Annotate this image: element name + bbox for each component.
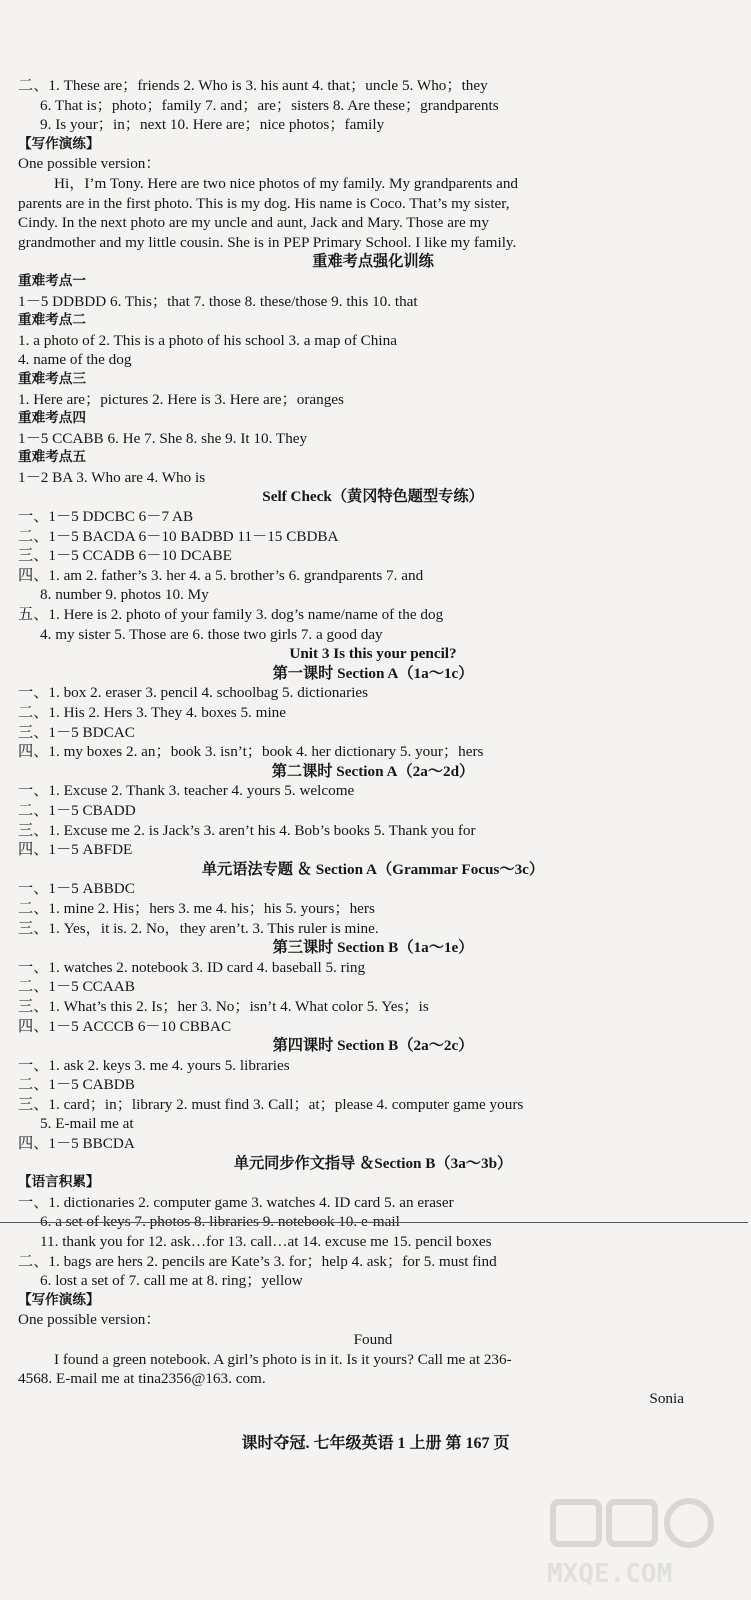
answer-line: 9. Is your；in；next 10. Here are；nice photos；family (40, 116, 385, 134)
section-heading: 重难考点四 (18, 410, 86, 427)
answer-line: 二、1. bags are hers 2. pencils are Kate’s 3. for；help 4. ask；for 5. must find (18, 1252, 497, 1270)
answer-line: 三、1. Yes，it is. 2. No，they aren’t. 3. This ruler is mine. (18, 919, 379, 937)
answer-line: 一、1. watches 2. notebook 3. ID card 4. baseball 5. ring (18, 958, 366, 976)
answer-line: Found (353, 1331, 393, 1348)
answer-line: 一、1. Excuse 2. Thank 3. teacher 4. yours 5. welcome (18, 782, 355, 800)
section-heading: 重难考点二 (18, 312, 86, 329)
answer-line: 一、1. box 2. eraser 3. pencil 4. schoolbag 5. dictionaries (18, 684, 369, 702)
answer-line: 二、1. These are；friends 2. Who is 3. his aunt 4. that；uncle 5. Who；they (18, 77, 488, 94)
watermark-logo (539, 1494, 735, 1594)
answer-line: Hi，I’m Tony. Here are two nice photos of my family. My grandparents and (54, 174, 519, 192)
answer-line: 四、1. my boxes 2. an；book 3. isn’t；book 4. her dictionary 5. your；hers (18, 743, 484, 761)
answer-line: 1. Here are；pictures 2. Here is 3. Here are；oranges (18, 390, 344, 408)
answer-line: 二、1－5 CCAAB (18, 978, 135, 996)
answer-line: 二、1. His 2. Hers 3. They 4. boxes 5. mine (18, 704, 287, 721)
section-heading: 重难考点五 (18, 449, 86, 466)
answer-line: 1－2 BA 3. Who are 4. Who is (18, 468, 206, 486)
section-heading: 【写作演练】 (18, 1291, 100, 1308)
answer-line: 三、1－5 CCADB 6－10 DCABE (18, 547, 232, 565)
answer-line: I found a green notebook. A girl’s photo is in it. Is it yours? Call me at 236- (54, 1350, 512, 1368)
section-title: 单元语法专题 ＆ Section A（Grammar Focus～3c） (201, 860, 545, 878)
answer-line: 6. That is；photo；family 7. and；are；sisters 8. Are these；grandparents (40, 96, 499, 114)
answer-line: One possible version： (18, 1311, 161, 1329)
answer-line: 4568. E-mail me at tina2356@163. com. (18, 1370, 266, 1388)
answer-line: 四、1－5 BBCDA (18, 1135, 135, 1153)
answer-line: parents are in the first photo. This is my dog. His name is Coco. That’s my sister, (18, 194, 510, 212)
answer-page (18, 76, 728, 1408)
section-title: 重难考点强化训练 (312, 253, 434, 271)
answer-line: 二、1. mine 2. His；hers 3. me 4. his；his 5. yours；hers (18, 899, 375, 917)
answer-line: 4. my sister 5. Those are 6. those two girls 7. a good day (40, 625, 383, 643)
answer-line: 6. lost a set of 7. call me at 8. ring；yellow (40, 1272, 303, 1290)
answer-line: 二、1－5 CBADD (18, 801, 136, 819)
answer-line: 11. thank you for 12. ask…for 13. call…at 14. excuse me 15. pencil boxes (40, 1233, 492, 1251)
answer-line: 三、1. What’s this 2. Is；her 3. No；isn’t 4. What color 5. Yes；is (18, 997, 429, 1015)
section-heading: 【写作演练】 (18, 135, 100, 152)
section-title: Unit 3 Is this your pencil? (289, 645, 457, 663)
section-title: 第一课时 Section A（1a～1c） (272, 664, 474, 682)
answer-line: 四、1－5 ACCCB 6－10 CBBAC (18, 1017, 232, 1035)
answer-line: 4. name of the dog (18, 351, 132, 369)
answer-line: 1－5 CCABB 6. He 7. She 8. she 9. It 10. They (18, 429, 308, 447)
answer-line: 三、1. Excuse me 2. is Jack’s 3. aren’t his 4. Bob’s books 5. Thank you for (18, 821, 476, 839)
answer-line: 1－5 DDBDD 6. This；that 7. those 8. these/those 9. this 10. that (18, 292, 418, 310)
section-title: 单元同步作文指导 ＆Section B（3a～3b） (233, 1154, 513, 1172)
answer-line: 8. number 9. photos 10. My (40, 586, 209, 604)
section-heading: 重难考点三 (18, 370, 86, 387)
answer-line: 1. a photo of 2. This is a photo of his school 3. a map of China (18, 331, 397, 349)
watermark-text: MXQE.COM (547, 1559, 673, 1589)
answer-line: 五、1. Here is 2. photo of your family 3. dog’s name/name of the dog (18, 606, 444, 624)
answer-line: 四、1－5 ABFDE (18, 841, 133, 859)
answer-line: grandmother and my little cousin. She is in PEP Primary School. I like my family. (18, 233, 517, 251)
answer-line: Cindy. In the next photo are my uncle and aunt, Jack and Mary. Those are my (18, 214, 489, 232)
answer-line: 一、1. dictionaries 2. computer game 3. watches 4. ID card 5. an eraser (18, 1193, 454, 1211)
answer-line: 一、1－5 DDCBC 6－7 AB (18, 508, 194, 526)
answer-line: 二、1－5 CABDB (18, 1076, 135, 1094)
answer-line: 一、1－5 ABBDC (18, 880, 135, 898)
answer-line: 三、1－5 BDCAC (18, 723, 135, 741)
answer-line: One possible version： (18, 155, 161, 173)
answer-line: Sonia (649, 1389, 684, 1407)
answer-line: 四、1. am 2. father’s 3. her 4. a 5. brother’s 6. grandparents 7. and (18, 566, 424, 584)
section-title: Self Check（黄冈特色题型专练） (262, 488, 484, 506)
answer-line: 5. E-mail me at (40, 1115, 134, 1133)
answer-line: 6. a set of keys 7. photos 8. libraries 9. notebook 10. e-mail (18, 1212, 728, 1232)
section-title: 第三课时 Section B（1a～1e） (272, 939, 474, 957)
answer-line: 一、1. ask 2. keys 3. me 4. yours 5. libraries (18, 1056, 290, 1074)
answer-line: 二、1－5 BACDA 6－10 BADBD 11－15 CBDBA (18, 527, 339, 545)
section-heading: 【语言积累】 (18, 1174, 100, 1191)
section-title: 第二课时 Section A（2a～2d） (271, 762, 475, 780)
section-title: 第四课时 Section B（2a～2c） (272, 1037, 474, 1055)
section-heading: 重难考点一 (18, 272, 86, 289)
answer-line: 三、1. card；in；library 2. must find 3. Call；at；please 4. computer game yours (18, 1095, 524, 1113)
page-footer: 课时夺冠. 七年级英语 1 上册 第 167 页 (241, 1435, 510, 1452)
